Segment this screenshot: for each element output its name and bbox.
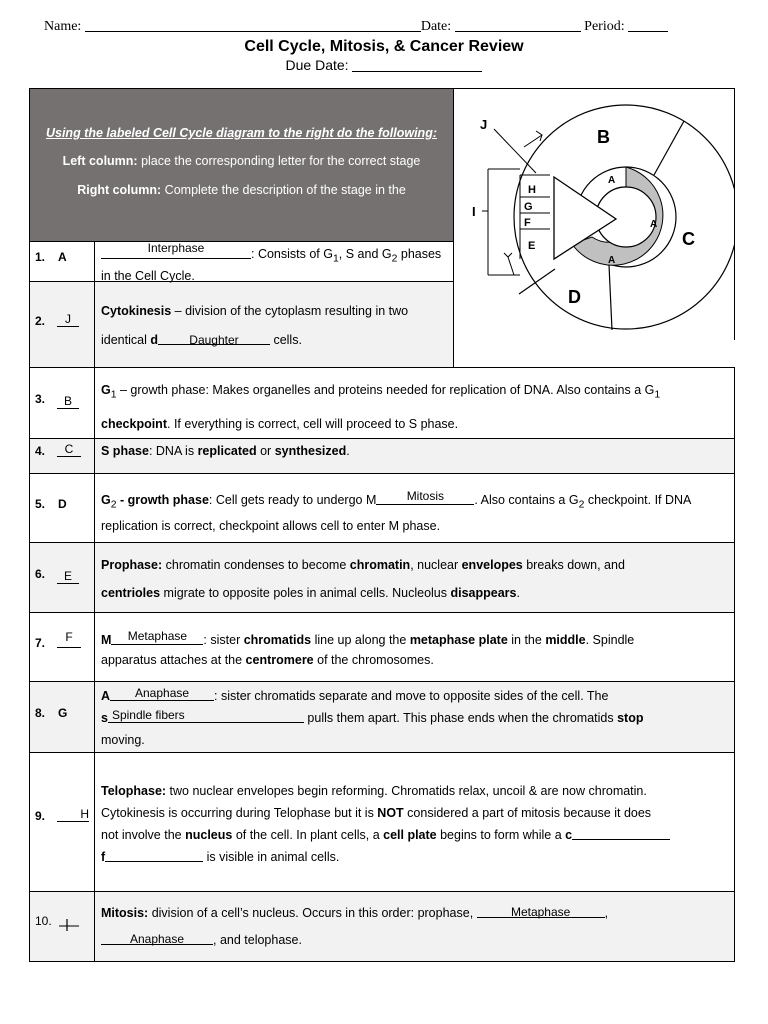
row-6-text (101, 551, 625, 607)
row-7-answer[interactable] (57, 630, 81, 648)
row-5-blank[interactable] (376, 489, 474, 505)
row-5-number: 5. (35, 497, 46, 511)
row-4-number: 4. (35, 444, 46, 458)
right-column-label: Right column: (77, 183, 162, 197)
label-a-bottom: A (608, 255, 616, 266)
row-8-answer[interactable]: G (58, 706, 68, 720)
row-7-blank-answer: Metaphase (127, 629, 188, 643)
row-8-letter: s (101, 711, 108, 725)
row-6-answer-value: E (57, 569, 79, 584)
row-3-top (29, 367, 735, 368)
row-9-top (29, 752, 735, 753)
row-5-text: $G_2$ - growth phase: Cell gets ready to undergo M Mitosis . Also contains a $G_2$ checkpoint. If DNA replication is correct, checkpoint allows cell to enter M phase. (101, 490, 691, 536)
date-field[interactable] (455, 18, 581, 32)
due-date-label: Due Date: (285, 57, 349, 73)
row-7-number: 7. (35, 636, 46, 650)
row-1-blank[interactable] (101, 241, 251, 259)
table-right-border-top (734, 88, 735, 340)
row-4-text (101, 443, 350, 459)
row-4-replicated: replicated (197, 444, 257, 458)
row-9-text-g: is visible in animal cells. (203, 850, 340, 864)
label-i: I (472, 204, 476, 219)
period-field[interactable] (628, 18, 668, 32)
row-4-text-b: or (256, 444, 275, 458)
row-1-text-a: : Consists of G (251, 247, 333, 261)
row-9-blank-c[interactable] (572, 828, 670, 840)
row-4-term: S phase (101, 444, 149, 458)
row-2-blank-answer: Daughter (189, 333, 239, 347)
row-5-text-a: : Cell gets ready to undergo M (208, 493, 377, 507)
row-3-answer-value: B (57, 394, 79, 409)
row-1-number: 1. (35, 250, 46, 264)
row-9-cell-plate: cell plate (383, 828, 437, 842)
row-2-text-c: cells. (269, 333, 302, 347)
row-9-answer[interactable] (57, 807, 89, 822)
row-8-text-b: pulls them apart. This phase ends when the chromatids (303, 711, 618, 725)
row-3-text: $G_1$ – growth phase: Makes organelles and proteins needed for replication of DNA. Also contains a $G_1$ checkpoint. If everything is correct, cell will proceed to S phase. (101, 383, 661, 431)
date-label: Date: (420, 19, 452, 34)
row-8-text (101, 685, 643, 751)
row-9-text-c: considered a part of mitosis because it does (403, 806, 652, 820)
row-7-chromatids: chromatids (243, 633, 312, 647)
row-2-blank[interactable] (158, 333, 270, 345)
header-fields (44, 18, 668, 35)
name-field[interactable] (85, 18, 421, 32)
label-e: E (528, 240, 536, 252)
row-2-text-a: – division of the cytoplasm resulting in two (171, 304, 409, 318)
number-column-divider (94, 241, 95, 962)
row-3-answer[interactable] (57, 394, 79, 409)
row-4-synthesized: synthesized (274, 444, 347, 458)
row-7-text-c: in the (507, 633, 546, 647)
row-2-number: 2. (35, 314, 46, 328)
label-c: C (682, 229, 695, 249)
row-6-chromatin: chromatin (349, 558, 411, 572)
row-8-text-line3: moving. (101, 733, 145, 747)
row-10-text-a: division of a cell’s nucleus. Occurs in this order: prophase, (148, 906, 477, 920)
row-10-text-b: , (604, 906, 609, 920)
row-3-text-a: – growth phase: Makes organelles and proteins needed for replication of DNA. Also contains a G (116, 383, 655, 397)
row-9-text-f: begins to form while a (436, 828, 566, 842)
row-10-answer-mark (58, 918, 80, 932)
row-6-text-d: migrate to opposite poles in animal cells. Nucleolus (160, 586, 451, 600)
row-5-text-line2: replication is correct, checkpoint allows cell to enter M phase. (101, 518, 441, 533)
row-7-answer-value: F (57, 630, 81, 648)
row-7-term: M (101, 633, 112, 647)
row-6-number: 6. (35, 567, 46, 581)
row-10-blank-answer: Metaphase (510, 905, 571, 919)
row-7-middle: middle (545, 633, 586, 647)
row-6-term: Prophase: (101, 558, 163, 572)
row-7-text-e: apparatus attaches at the (101, 653, 246, 667)
row-9-nucleus: nucleus (185, 828, 233, 842)
row-10-answer[interactable] (58, 918, 80, 930)
row-6-text-e: . (516, 586, 520, 600)
label-f: F (524, 217, 531, 229)
row-8-term: A (101, 689, 111, 703)
row-6-top (29, 542, 735, 543)
row-8-blank-answer: Anaphase (135, 686, 190, 700)
row-10-blank-2[interactable] (101, 933, 213, 945)
row-9-term: Telophase: (101, 784, 167, 798)
row-7-top (29, 612, 735, 613)
row-9-blank-f[interactable] (105, 850, 203, 862)
row-5-text-b: . Also contains a G (474, 493, 579, 507)
row-9-number: 9. (35, 809, 46, 823)
table-bottom-border (29, 961, 735, 962)
row-1-text: Interphase : Consists of $G_1$, S and $G_2$ phases in the Cell Cycle. (101, 241, 442, 283)
period-label: Period: (584, 19, 625, 34)
row-5-text-c: checkpoint. If DNA (584, 493, 692, 507)
row-2-term: Cytokinesis (101, 304, 172, 318)
row-6-text-a: chromatin condenses to become (162, 558, 350, 572)
row-7-text-b: line up along the (311, 633, 410, 647)
row-10-number: 10. (35, 914, 52, 928)
row-9-letter-c: c (565, 828, 573, 842)
row-6-answer[interactable] (57, 569, 79, 584)
row-9-answer-value: H (57, 807, 89, 822)
row-9-text-d: not involve the (101, 828, 186, 842)
row-10-text (101, 900, 608, 954)
row-8-blank-2[interactable] (108, 708, 304, 723)
row-8-text-a: : sister chromatids separate and move to opposite sides of the cell. The (214, 689, 609, 703)
row-5-top (29, 473, 735, 474)
row-9-text-a: two nuclear envelopes begin reforming. Chromatids relax, uncoil & are now chromatin. (166, 784, 647, 798)
label-b: B (597, 127, 610, 147)
row-8-number: 8. (35, 706, 46, 720)
row-3-text-b: . If everything is correct, cell will proceed to S phase. (167, 416, 459, 431)
row-8-blank[interactable] (110, 686, 214, 701)
row-9-text (101, 780, 670, 868)
row-4-text-c: . (346, 444, 350, 458)
row-3-checkpoint: checkpoint (101, 416, 167, 431)
row-4-answer-value: C (57, 442, 81, 457)
row-10-text-c: , and telophase. (213, 933, 302, 947)
row-3-term: G (101, 383, 111, 397)
row-7-text (101, 630, 634, 670)
row-9-text-b: Cytokinesis is occurring during Telophase but it is (101, 806, 378, 820)
row-3-number: 3. (35, 392, 46, 406)
name-label: Name: (44, 19, 82, 34)
right-column-text: Complete the description of the stage in the (161, 183, 406, 197)
row-7-centromere: centromere (245, 653, 314, 667)
row-9-text-e: of the cell. In plant cells, a (232, 828, 384, 842)
row-1-text-line2: in the Cell Cycle. (101, 268, 195, 283)
row-1-text-c: phases (397, 247, 442, 261)
table-right-border (734, 367, 735, 962)
left-column-text: place the corresponding letter for the correct stage (137, 154, 421, 168)
row-10-blank[interactable] (477, 906, 605, 918)
label-j: J (480, 117, 488, 132)
row-9-not: NOT (377, 806, 404, 820)
row-6-text-b: , nuclear (410, 558, 462, 572)
label-g: G (524, 201, 533, 213)
label-a-right: A (650, 219, 658, 230)
row-6-text-c: breaks down, and (522, 558, 625, 572)
due-date (0, 57, 768, 73)
row-6-centrioles: centrioles (101, 586, 161, 600)
row-2-text-b: identical (101, 333, 151, 347)
row-2-answer-value: J (57, 312, 79, 327)
row-9-letter-f: f (101, 850, 106, 864)
row-1-text-b: , S and G (338, 247, 392, 261)
row-7-text-a: : sister (203, 633, 244, 647)
row-2-letter: d (150, 333, 158, 347)
row-8-stop: stop (617, 711, 644, 725)
row-5-term-b: - growth phase (116, 493, 209, 507)
diagram-divider (453, 88, 454, 367)
label-h: H (528, 184, 536, 196)
table-top-border (29, 88, 735, 89)
label-a-top: A (608, 175, 616, 186)
row-6-disappears: disappears (450, 586, 517, 600)
row-7-blank[interactable] (111, 629, 203, 645)
due-date-field[interactable] (352, 58, 482, 72)
instructions-heading: Using the labeled Cell Cycle diagram to the right do the following: (45, 126, 437, 140)
row-1-blank-answer: Interphase (147, 241, 205, 255)
row-8-blank-2-answer: Spindle fibers (111, 708, 185, 722)
left-column-label: Left column: (62, 154, 138, 168)
row-10-top (29, 891, 735, 892)
row-2-text (101, 297, 408, 355)
row-7-text-f: of the chromosomes. (313, 653, 434, 667)
row-4-answer[interactable] (57, 442, 81, 457)
row-6-envelopes: envelopes (461, 558, 523, 572)
row-1-answer[interactable]: A (58, 250, 67, 264)
row-4-text-a: : DNA is (148, 444, 198, 458)
row-10-blank-2-answer: Anaphase (129, 932, 185, 946)
row-5-term: G (101, 493, 111, 507)
row-5-blank-answer: Mitosis (406, 489, 445, 503)
row-7-metaphase-plate: metaphase plate (409, 633, 508, 647)
label-d: D (568, 287, 581, 307)
row-5-answer[interactable]: D (58, 497, 67, 511)
row-10-term: Mitosis: (101, 906, 149, 920)
row-7-text-d: . Spindle (585, 633, 635, 647)
table-left-border (29, 88, 30, 962)
page-title: Cell Cycle, Mitosis, & Cancer Review (244, 38, 524, 55)
row-2-answer[interactable] (57, 312, 79, 327)
